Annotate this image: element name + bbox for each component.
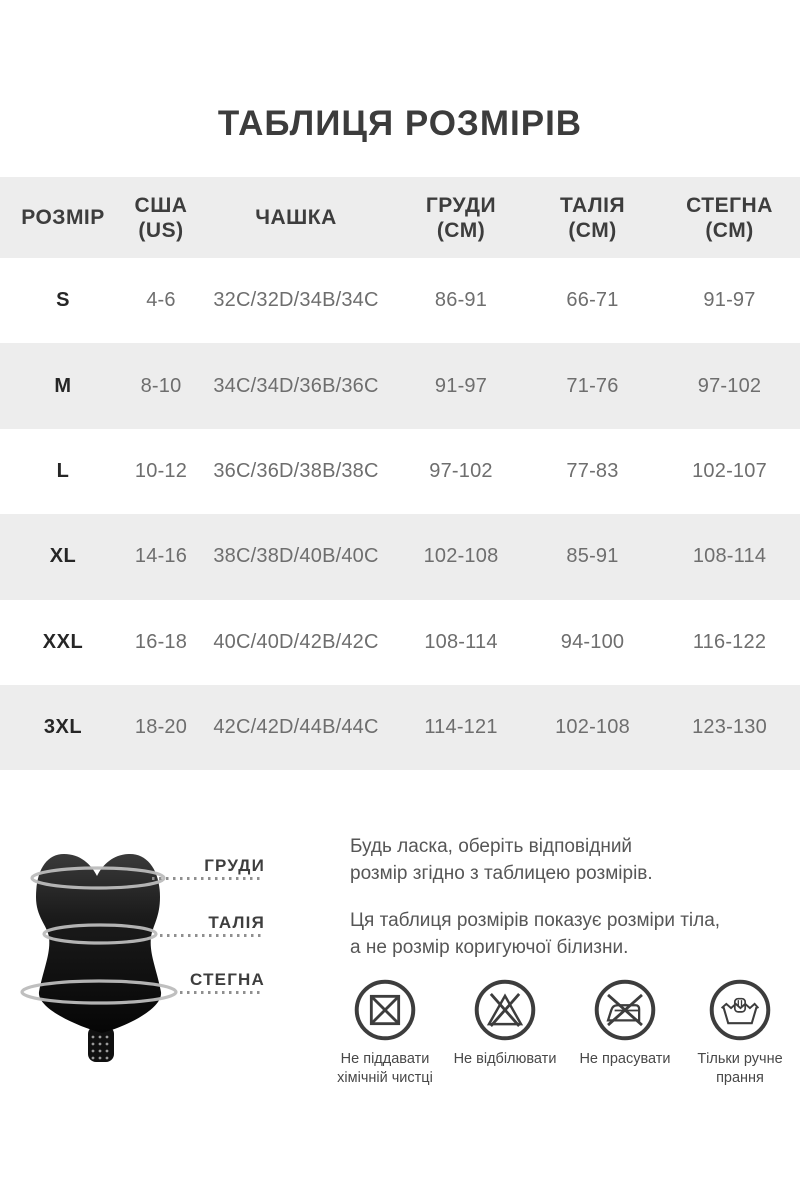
do-not-dry-clean-icon [352,977,418,1043]
care-item-dry-clean [315,977,455,1088]
column-header-waist: ТАЛІЯ (СМ) [559,193,626,242]
measure-label-waist: ТАЛІЯ [208,913,265,932]
hand-wash-only-icon [707,977,773,1043]
measure-label-chest: ГРУДИ [204,856,265,875]
value-cell: 8-10 [140,374,182,397]
size-cell: M [54,374,72,397]
value-cell: 94-100 [560,630,625,653]
care-label: Не прасувати [579,1051,671,1067]
fit-note-line: Будь ласка, оберіть відповідний [350,836,633,857]
value-cell: 116-122 [692,630,767,653]
value-cell: 40C/40D/42B/42C [213,630,379,653]
care-label: Не відбілювати [453,1051,557,1067]
value-cell: 114-121 [424,716,498,739]
header-row [0,177,800,258]
value-cell: 102-108 [423,545,499,568]
table-row-xxl [0,600,800,685]
table-row-xl [0,514,800,599]
value-cell: 86-91 [434,289,488,312]
leader-line-waist [160,934,264,937]
table-row-l [0,429,800,514]
value-cell: 18-20 [134,716,188,739]
value-cell: 34C/34D/36B/36C [213,374,379,397]
value-cell: 91-97 [703,289,756,312]
disclaimer-note-line: Ця таблиця розмірів показує розміри тіла, [350,910,721,931]
size-cell: XXL [42,630,84,653]
bodysuit-illustration [0,840,200,1080]
value-cell: 14-16 [134,545,188,568]
size-cell: L [56,459,70,482]
leader-line-chest [152,877,264,880]
size-cell: XL [49,545,77,568]
bodysuit-figure [0,840,272,1085]
table-row-3xl [0,685,800,770]
value-cell: 16-18 [134,630,188,653]
value-cell: 36C/36D/38B/38C [213,459,379,482]
disclaimer-note-line: а не розмір коригуючої білизни. [350,937,629,958]
measure-label-hips: СТЕГНА [190,970,265,989]
value-cell: 91-97 [434,374,488,397]
value-cell: 102-108 [555,716,630,739]
value-cell: 108-114 [424,630,498,653]
column-header-chest: ГРУДИ (СМ) [425,193,497,242]
notes-block [350,833,795,961]
value-cell: 97-102 [429,459,493,482]
care-item-hand-wash [670,977,800,1088]
value-cell: 38C/38D/40B/40C [213,545,379,568]
leader-line-hips [180,991,264,994]
size-cell: S [56,289,70,312]
value-cell: 123-130 [692,716,767,739]
column-header-size: РОЗМІР [21,206,105,229]
table-row-m [0,343,800,428]
table-row-s [0,258,800,343]
value-cell: 97-102 [697,374,762,397]
value-cell: 108-114 [692,545,767,568]
size-cell: 3XL [43,716,83,739]
fit-note-line: розмір згідно з таблицею розмірів. [350,863,653,884]
value-cell: 4-6 [146,289,176,312]
do-not-iron-icon [592,977,658,1043]
value-cell: 32C/32D/34B/34C [213,289,379,312]
value-cell: 102-107 [692,459,767,482]
care-label: Не піддавати хімічній чистці [337,1051,433,1086]
care-item-bleach [435,977,575,1069]
do-not-bleach-icon [472,977,538,1043]
care-label: Тільки ручне прання [697,1051,783,1086]
column-header-hips: СТЕГНА (СМ) [686,193,773,242]
value-cell: 66-71 [566,289,619,312]
value-cell: 42C/42D/44B/44C [213,716,379,739]
value-cell: 85-91 [566,545,619,568]
column-header-cup: ЧАШКА [255,206,337,229]
value-cell: 10-12 [134,459,188,482]
value-cell: 71-76 [566,374,619,397]
column-header-us: США (US) [134,193,188,242]
size-table [0,177,800,770]
value-cell: 77-83 [566,459,619,482]
page-title: ТАБЛИЦЯ РОЗМІРІВ [217,104,583,143]
